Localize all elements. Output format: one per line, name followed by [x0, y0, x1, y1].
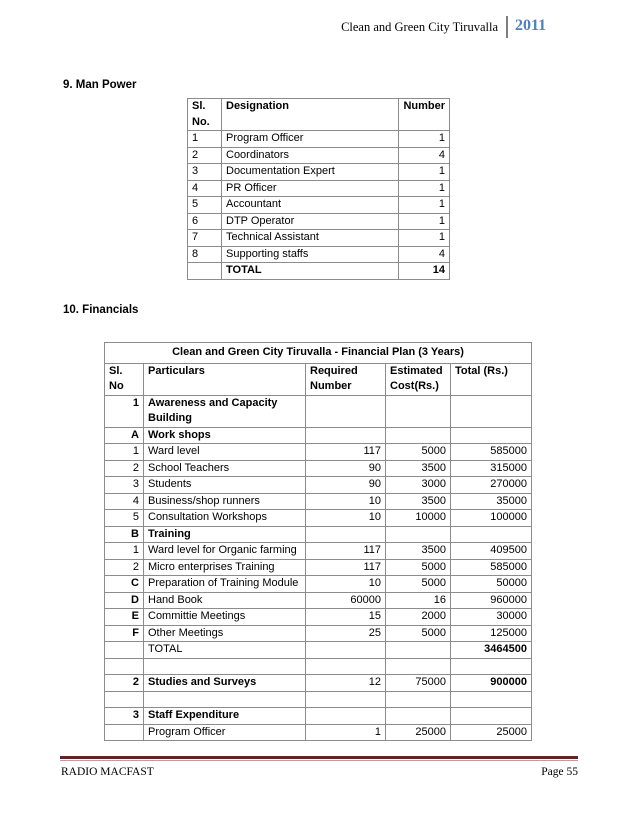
header-divider [506, 16, 508, 38]
cell [386, 395, 451, 427]
cell: 3500 [386, 543, 451, 560]
cell: 3500 [386, 460, 451, 477]
section-heading-financials: 10. Financials [63, 304, 139, 316]
table-row [105, 526, 532, 543]
cell: D [105, 592, 144, 609]
footer-left: RADIO MACFAST [61, 766, 154, 778]
header-year: 2011 [515, 17, 547, 34]
cell: Ward level for Organic farming [144, 543, 306, 560]
cell [451, 526, 532, 543]
cell: Business/shop runners [144, 493, 306, 510]
cell: Training [144, 526, 306, 543]
cell: 3 [105, 708, 144, 725]
table-row [105, 493, 532, 510]
cell: Other Meetings [144, 625, 306, 642]
cell [306, 395, 386, 427]
cell: Coordinators [222, 147, 399, 164]
table-row [105, 460, 532, 477]
cell: DTP Operator [222, 213, 399, 230]
table-row [105, 592, 532, 609]
col-header: Required Number [306, 363, 386, 395]
cell: 12 [306, 675, 386, 692]
cell: 1 [105, 444, 144, 461]
col-header: Sl. No [105, 363, 144, 395]
cell: B [105, 526, 144, 543]
cell: 2 [105, 460, 144, 477]
table-row [188, 131, 450, 148]
cell [451, 395, 532, 427]
table-title-row [105, 343, 532, 364]
cell: 2 [105, 675, 144, 692]
table-row [105, 395, 532, 427]
cell: Accountant [222, 197, 399, 214]
header-title: Clean and Green City Tiruvalla [341, 20, 498, 34]
cell: 3 [188, 164, 222, 181]
cell: 3 [105, 477, 144, 494]
cell: 10 [306, 510, 386, 527]
col-header: Particulars [144, 363, 306, 395]
cell: 2000 [386, 609, 451, 626]
cell: 7 [188, 230, 222, 247]
cell: 585000 [451, 559, 532, 576]
cell: Program Officer [144, 724, 306, 741]
cell: Work shops [144, 427, 306, 444]
cell: 100000 [451, 510, 532, 527]
cell: 10 [306, 493, 386, 510]
cell: A [105, 427, 144, 444]
cell: Preparation of Training Module [144, 576, 306, 593]
cell: 5000 [386, 444, 451, 461]
cell [144, 658, 306, 675]
table-row [105, 708, 532, 725]
cell: 409500 [451, 543, 532, 560]
total-row [188, 263, 450, 280]
cell: Program Officer [222, 131, 399, 148]
cell: 1 [306, 724, 386, 741]
table-row [188, 164, 450, 181]
cell: 900000 [451, 675, 532, 692]
cell: 1 [105, 395, 144, 427]
cell: 50000 [451, 576, 532, 593]
table-row [105, 625, 532, 642]
cell: 6 [188, 213, 222, 230]
cell: C [105, 576, 144, 593]
cell: Hand Book [144, 592, 306, 609]
cell: 1 [188, 131, 222, 148]
cell: 15 [306, 609, 386, 626]
cell: 3500 [386, 493, 451, 510]
cell: Awareness and Capacity Building [144, 395, 306, 427]
cell: 1 [399, 197, 450, 214]
table-row [105, 543, 532, 560]
cell: School Teachers [144, 460, 306, 477]
col-header: Total (Rs.) [451, 363, 532, 395]
cell: 1 [399, 131, 450, 148]
table-row [188, 147, 450, 164]
cell: Studies and Surveys [144, 675, 306, 692]
cell: 5000 [386, 625, 451, 642]
cell: PR Officer [222, 180, 399, 197]
cell [144, 691, 306, 708]
table-row [188, 230, 450, 247]
table-row [105, 724, 532, 741]
table-row [188, 246, 450, 263]
footer-rule-thin [60, 760, 578, 761]
cell [451, 708, 532, 725]
col-header: Number [399, 99, 450, 131]
cell: 315000 [451, 460, 532, 477]
cell: 1 [399, 180, 450, 197]
cell [105, 724, 144, 741]
cell: 117 [306, 444, 386, 461]
cell: 10000 [386, 510, 451, 527]
cell [386, 708, 451, 725]
cell: 90 [306, 460, 386, 477]
cell: 270000 [451, 477, 532, 494]
cell: 5000 [386, 576, 451, 593]
cell: 16 [386, 592, 451, 609]
cell: 25000 [386, 724, 451, 741]
table-row [105, 609, 532, 626]
cell: 3464500 [451, 642, 532, 659]
cell [386, 427, 451, 444]
cell: 125000 [451, 625, 532, 642]
cell [105, 658, 144, 675]
table-row [188, 213, 450, 230]
cell: 25000 [451, 724, 532, 741]
cell: 35000 [451, 493, 532, 510]
table-header-row [188, 99, 450, 131]
cell: 8 [188, 246, 222, 263]
cell: Technical Assistant [222, 230, 399, 247]
cell: 3000 [386, 477, 451, 494]
total-label: TOTAL [222, 263, 399, 280]
cell: 75000 [386, 675, 451, 692]
cell: 4 [399, 147, 450, 164]
cell: 5 [105, 510, 144, 527]
table-row [105, 510, 532, 527]
cell: 585000 [451, 444, 532, 461]
table-title: Clean and Green City Tiruvalla - Financial Plan (3 Years) [105, 343, 532, 364]
cell: 1 [399, 213, 450, 230]
cell: 5 [188, 197, 222, 214]
cell: TOTAL [144, 642, 306, 659]
cell [306, 691, 386, 708]
cell: 90 [306, 477, 386, 494]
cell [306, 526, 386, 543]
table-row [105, 675, 532, 692]
cell [105, 642, 144, 659]
table-row [105, 576, 532, 593]
cell: F [105, 625, 144, 642]
total-value: 14 [399, 263, 450, 280]
table-row [105, 427, 532, 444]
cell [386, 658, 451, 675]
footer-rule [60, 756, 578, 759]
cell: Documentation Expert [222, 164, 399, 181]
cell: Ward level [144, 444, 306, 461]
cell: Supporting staffs [222, 246, 399, 263]
table-row [188, 197, 450, 214]
cell: 4 [188, 180, 222, 197]
cell: Committie Meetings [144, 609, 306, 626]
cell [188, 263, 222, 280]
cell: 10 [306, 576, 386, 593]
cell [306, 427, 386, 444]
cell [386, 526, 451, 543]
col-header: Sl. No. [188, 99, 222, 131]
cell: Students [144, 477, 306, 494]
cell [386, 642, 451, 659]
cell: Micro enterprises Training [144, 559, 306, 576]
col-header: Estimated Cost(Rs.) [386, 363, 451, 395]
financial-plan-table [104, 342, 532, 741]
cell: 60000 [306, 592, 386, 609]
cell: 1 [399, 230, 450, 247]
cell [306, 658, 386, 675]
table-row [105, 477, 532, 494]
cell: E [105, 609, 144, 626]
cell: 4 [105, 493, 144, 510]
cell [105, 691, 144, 708]
cell: 1 [399, 164, 450, 181]
cell: 30000 [451, 609, 532, 626]
table-row [105, 444, 532, 461]
table-row [105, 691, 532, 708]
cell: 117 [306, 559, 386, 576]
page-header [0, 16, 638, 40]
cell [306, 708, 386, 725]
cell [451, 427, 532, 444]
cell: Consultation Workshops [144, 510, 306, 527]
manpower-table [187, 98, 450, 280]
table-row [188, 180, 450, 197]
table-row [105, 642, 532, 659]
cell [386, 691, 451, 708]
table-row [105, 658, 532, 675]
cell: 25 [306, 625, 386, 642]
cell: 960000 [451, 592, 532, 609]
col-header: Designation [222, 99, 399, 131]
cell: 5000 [386, 559, 451, 576]
section-heading-manpower: 9. Man Power [63, 79, 137, 91]
cell: 2 [105, 559, 144, 576]
table-header-row [105, 363, 532, 395]
cell: Staff Expenditure [144, 708, 306, 725]
cell: 1 [105, 543, 144, 560]
cell: 4 [399, 246, 450, 263]
table-row [105, 559, 532, 576]
cell [451, 691, 532, 708]
page-number: Page 55 [541, 766, 578, 778]
cell: 2 [188, 147, 222, 164]
cell [451, 658, 532, 675]
cell [306, 642, 386, 659]
cell: 117 [306, 543, 386, 560]
